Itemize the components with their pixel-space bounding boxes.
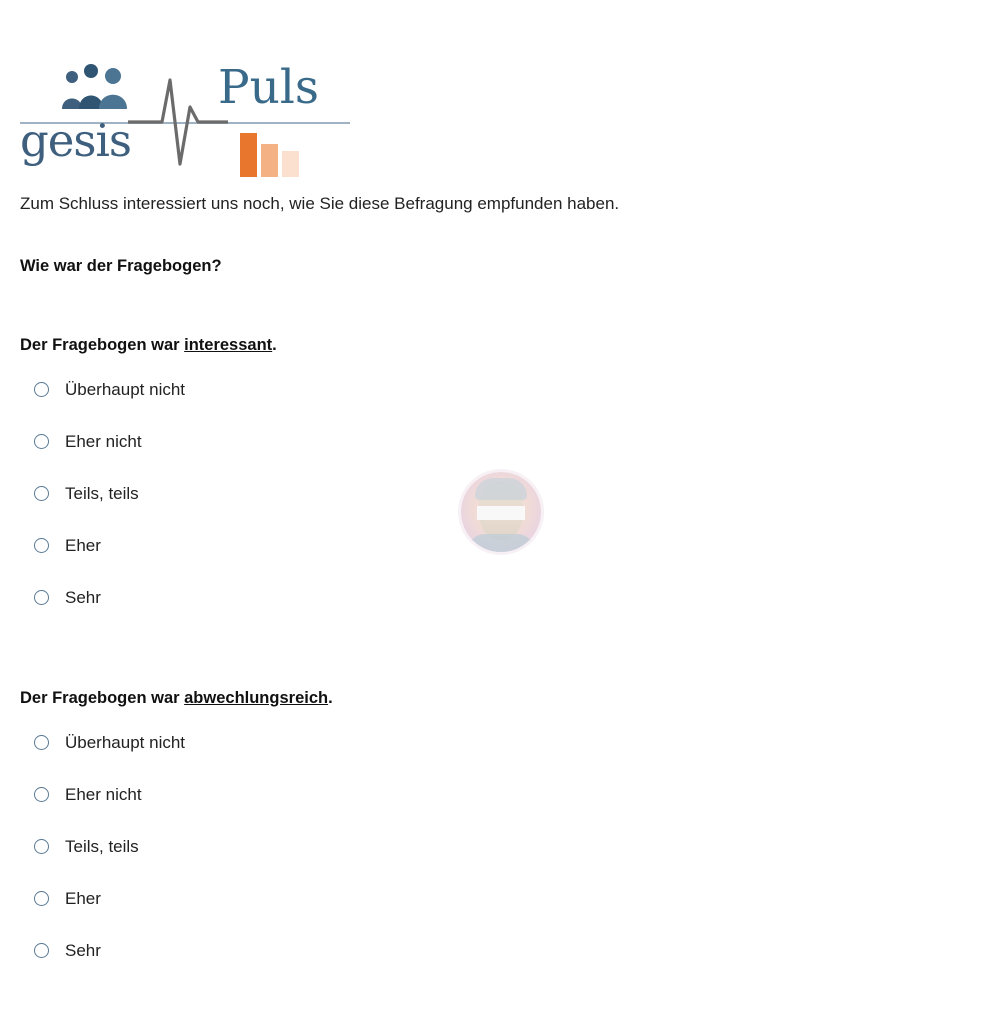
question-1-emphasis: interessant xyxy=(184,336,273,354)
intro-text: Zum Schluss interessiert uns noch, wie Sie diese Befragung empfunden haben. xyxy=(20,194,620,213)
radio-label-q2-2: Eher nicht xyxy=(65,784,142,804)
radio-label-q1-5: Sehr xyxy=(65,587,101,607)
radio-circle-icon[interactable] xyxy=(34,787,49,802)
radio-option-q2-2[interactable] xyxy=(20,776,920,812)
question-1-text xyxy=(20,336,920,355)
radio-label-q1-3: Teils, teils xyxy=(65,483,139,503)
radio-circle-icon[interactable] xyxy=(34,839,49,854)
radio-circle-icon[interactable] xyxy=(34,590,49,605)
radio-label-q2-4: Eher xyxy=(65,888,101,908)
avatar-shoulders xyxy=(467,534,535,552)
radio-option-q2-4[interactable] xyxy=(20,880,920,916)
question-2-options xyxy=(20,724,920,968)
radio-option-q2-5[interactable] xyxy=(20,932,920,968)
radio-option-q1-5[interactable] xyxy=(20,579,920,615)
radio-option-q2-1[interactable] xyxy=(20,724,920,760)
radio-option-q1-1[interactable] xyxy=(20,371,920,407)
bar-chart-bar-1 xyxy=(240,133,257,177)
radio-label-q2-3: Teils, teils xyxy=(65,836,139,856)
radio-label-q2-1: Überhaupt nicht xyxy=(65,732,186,752)
question-1-suffix: . xyxy=(272,336,277,354)
radio-label-q1-4: Eher xyxy=(65,535,101,555)
avatar-hair xyxy=(475,478,527,500)
question-block-2 xyxy=(20,689,920,968)
question-block-1 xyxy=(20,336,920,615)
radio-label-q1-2: Eher nicht xyxy=(65,431,142,451)
radio-label-q1-1: Überhaupt nicht xyxy=(65,379,186,399)
radio-circle-icon[interactable] xyxy=(34,891,49,906)
bar-chart-bar-2 xyxy=(261,144,278,177)
bar-chart-icon xyxy=(228,132,318,177)
webcam-avatar-overlay xyxy=(461,472,541,552)
heartbeat-pulse-icon xyxy=(128,52,228,172)
logo-gesis-word: gesis xyxy=(20,114,132,167)
radio-option-q1-2[interactable] xyxy=(20,423,920,459)
bar-chart-bar-3 xyxy=(282,151,299,177)
people-group-icon xyxy=(58,64,133,109)
radio-label-q2-5: Sehr xyxy=(65,940,101,960)
radio-circle-icon[interactable] xyxy=(34,735,49,750)
question-2-text xyxy=(20,689,920,708)
radio-circle-icon[interactable] xyxy=(34,382,49,397)
page-title: Wie war der Fragebogen? xyxy=(20,257,222,275)
avatar-redaction-bar xyxy=(477,506,525,520)
question-1-prefix: Der Fragebogen war xyxy=(20,336,185,354)
radio-circle-icon[interactable] xyxy=(34,538,49,553)
question-2-prefix: Der Fragebogen war xyxy=(20,689,185,707)
radio-circle-icon[interactable] xyxy=(34,434,49,449)
question-2-emphasis: abwechlungsreich xyxy=(184,689,329,707)
logo-puls-word: Puls xyxy=(218,60,320,115)
question-2-suffix: . xyxy=(328,689,333,707)
radio-circle-icon[interactable] xyxy=(34,486,49,501)
radio-option-q2-3[interactable] xyxy=(20,828,920,864)
radio-circle-icon[interactable] xyxy=(34,943,49,958)
gesis-puls-logo xyxy=(20,30,350,167)
